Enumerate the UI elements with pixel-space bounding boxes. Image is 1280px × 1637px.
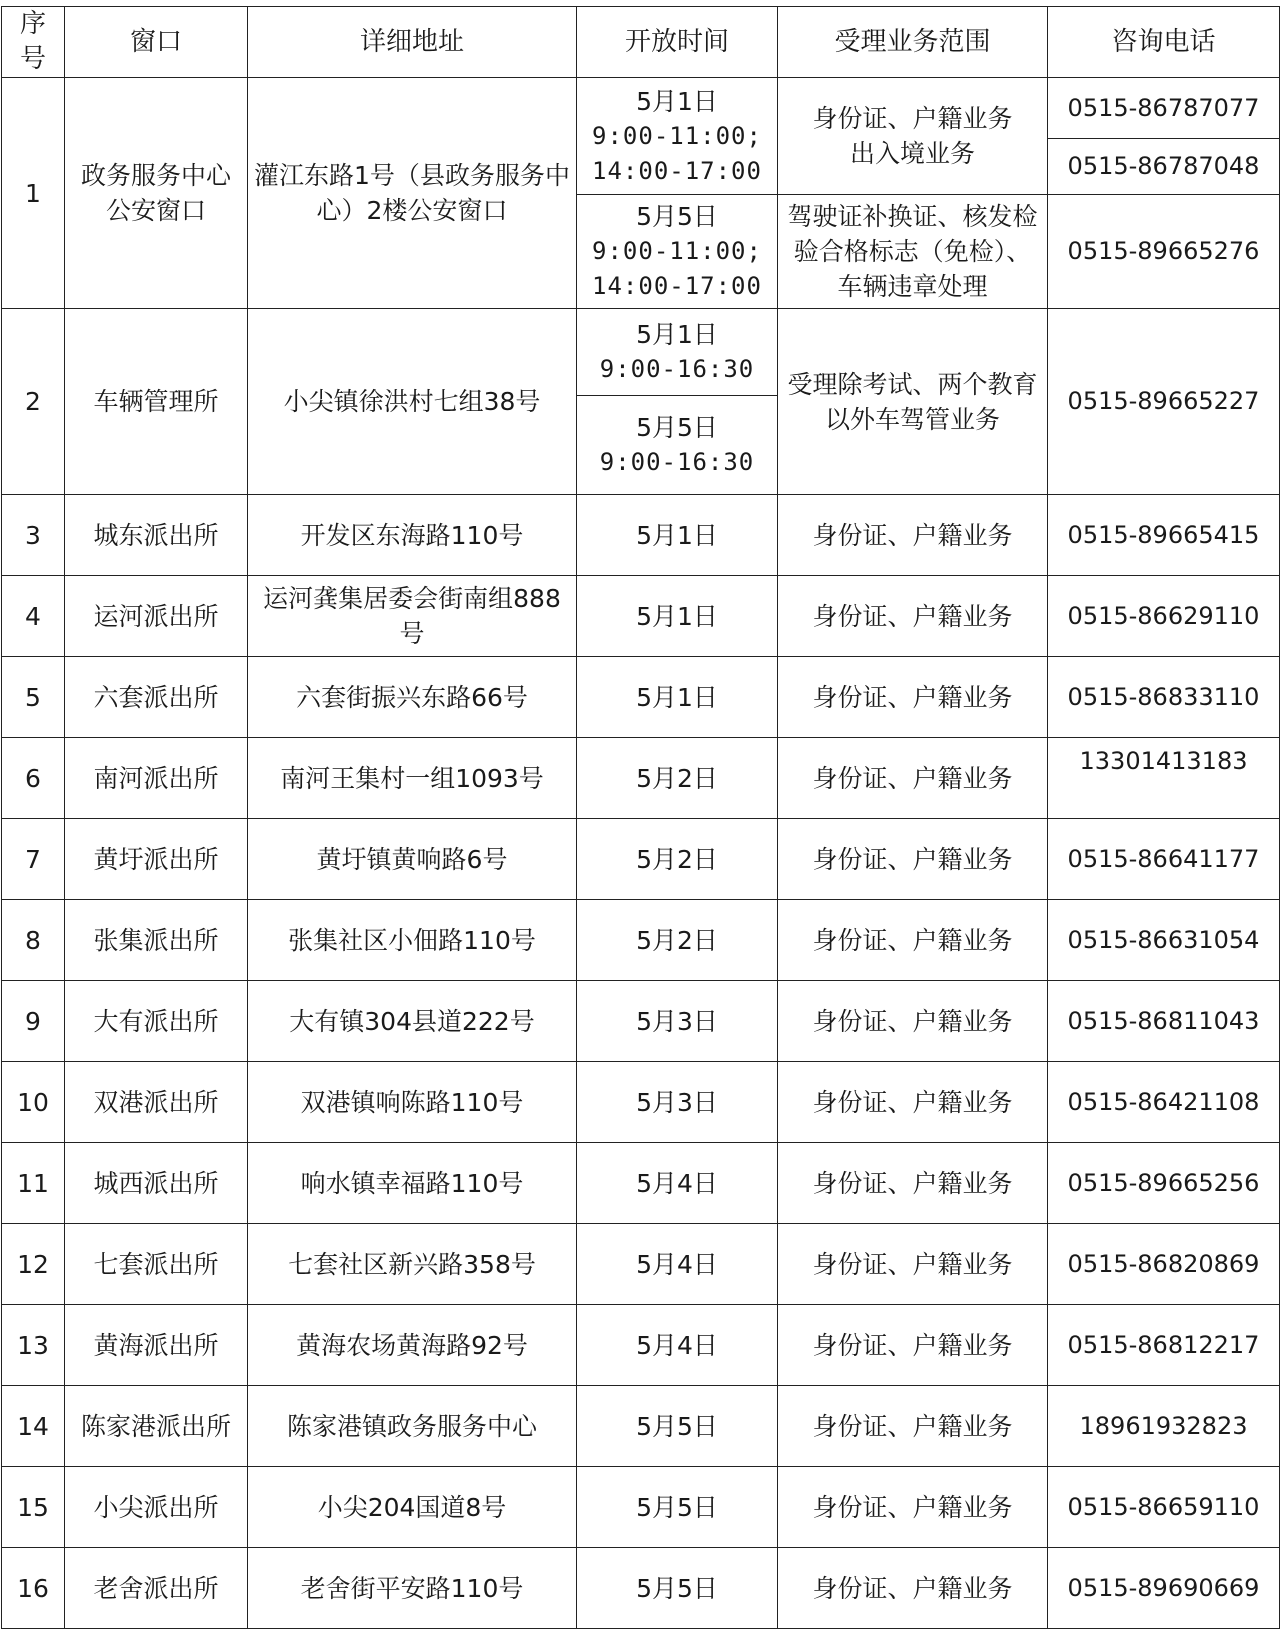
- row-hours: 5月4日: [577, 1305, 778, 1386]
- row-scope: 身份证、户籍业务: [778, 657, 1048, 738]
- row-hours: [577, 309, 778, 396]
- row-scope: 身份证、户籍业务: [778, 1224, 1048, 1305]
- row-address: 大有镇304县道222号: [248, 981, 577, 1062]
- table-row: [2, 1062, 1280, 1143]
- hours-time: 9:00-11:00;: [592, 237, 762, 265]
- row-phone: 0515-86787048: [1048, 139, 1280, 195]
- row-window: 政务服务中心公安窗口: [65, 78, 248, 309]
- row-scope: 身份证、户籍业务: [778, 819, 1048, 900]
- row-index: 10: [2, 1062, 65, 1143]
- row-address: 南河王集村一组1093号: [248, 738, 577, 819]
- row-phone: 18961932823: [1048, 1386, 1280, 1467]
- row-index: 2: [2, 309, 65, 495]
- table-row: [2, 1224, 1280, 1305]
- row-scope: 身份证、户籍业务: [778, 1143, 1048, 1224]
- table-row: [2, 309, 1280, 396]
- hours-date: 5月1日: [636, 320, 718, 349]
- row-index: 15: [2, 1467, 65, 1548]
- table-row: [2, 657, 1280, 738]
- row-phone: 0515-89690669: [1048, 1548, 1280, 1629]
- hours-date: 5月5日: [636, 202, 718, 231]
- row-address: 六套街振兴东路66号: [248, 657, 577, 738]
- hours-time: 9:00-16:30: [599, 448, 755, 476]
- table-row: [2, 900, 1280, 981]
- row-phone: 0515-86787077: [1048, 78, 1280, 139]
- row-index: 11: [2, 1143, 65, 1224]
- row-index: 12: [2, 1224, 65, 1305]
- row-scope: 身份证、户籍业务: [778, 576, 1048, 657]
- table-row: [2, 1548, 1280, 1629]
- row-address: 七套社区新兴路358号: [248, 1224, 577, 1305]
- row-hours: 5月2日: [577, 738, 778, 819]
- row-phone: 0515-86421108: [1048, 1062, 1280, 1143]
- row-scope: 受理除考试、两个教育以外车驾管业务: [778, 309, 1048, 495]
- row-phone: 0515-86811043: [1048, 981, 1280, 1062]
- header-index: 序号: [2, 7, 65, 78]
- row-window: 小尖派出所: [65, 1467, 248, 1548]
- row-address: 老舍街平安路110号: [248, 1548, 577, 1629]
- row-index: 8: [2, 900, 65, 981]
- row-window: 南河派出所: [65, 738, 248, 819]
- scope-line: 出入境业务: [849, 139, 975, 168]
- row-scope: [778, 78, 1048, 195]
- row-scope: 身份证、户籍业务: [778, 1305, 1048, 1386]
- table-row: [2, 1143, 1280, 1224]
- row-index: 14: [2, 1386, 65, 1467]
- row-hours: 5月1日: [577, 657, 778, 738]
- table-row: [2, 981, 1280, 1062]
- row-hours: [577, 396, 778, 495]
- row-index: 3: [2, 495, 65, 576]
- table-row: [2, 495, 1280, 576]
- hours-time: 9:00-11:00;: [592, 121, 762, 150]
- table-row: [2, 576, 1280, 657]
- row-window: 双港派出所: [65, 1062, 248, 1143]
- table-row: [2, 738, 1280, 819]
- row-index: 6: [2, 738, 65, 819]
- row-window: 陈家港派出所: [65, 1386, 248, 1467]
- table-row: [2, 819, 1280, 900]
- row-address: 响水镇幸福路110号: [248, 1143, 577, 1224]
- table-row: [2, 78, 1280, 139]
- row-index: 1: [2, 78, 65, 309]
- row-scope: 身份证、户籍业务: [778, 1062, 1048, 1143]
- hours-time: 9:00-16:30: [599, 355, 755, 383]
- row-scope: 身份证、户籍业务: [778, 495, 1048, 576]
- row-hours: 5月5日: [577, 1548, 778, 1629]
- table-row: [2, 1386, 1280, 1467]
- header-address: 详细地址: [248, 7, 577, 78]
- row-window: 六套派出所: [65, 657, 248, 738]
- row-phone: 0515-89665256: [1048, 1143, 1280, 1224]
- row-index: 16: [2, 1548, 65, 1629]
- scope-line: 身份证、户籍业务: [812, 104, 1013, 133]
- row-hours: 5月2日: [577, 900, 778, 981]
- row-phone: 13301413183: [1048, 738, 1280, 819]
- row-window: 张集派出所: [65, 900, 248, 981]
- row-hours: 5月4日: [577, 1143, 778, 1224]
- row-scope: 身份证、户籍业务: [778, 738, 1048, 819]
- header-phone: 咨询电话: [1048, 7, 1280, 78]
- row-hours: 5月1日: [577, 576, 778, 657]
- hours-time: 14:00-17:00: [592, 272, 762, 300]
- row-index: 4: [2, 576, 65, 657]
- row-address: 双港镇响陈路110号: [248, 1062, 577, 1143]
- row-phone: 0515-86833110: [1048, 657, 1280, 738]
- header-window: 窗口: [65, 7, 248, 78]
- hours-time: 14:00-17:00: [592, 156, 762, 185]
- hours-date: 5月1日: [636, 86, 718, 116]
- row-address: 黄圩镇黄响路6号: [248, 819, 577, 900]
- row-address: 张集社区小佃路110号: [248, 900, 577, 981]
- row-address: 黄海农场黄海路92号: [248, 1305, 577, 1386]
- header-hours: 开放时间: [577, 7, 778, 78]
- row-address: 小尖204国道8号: [248, 1467, 577, 1548]
- row-phone: 0515-86641177: [1048, 819, 1280, 900]
- row-index: 7: [2, 819, 65, 900]
- row-window: 老舍派出所: [65, 1548, 248, 1629]
- row-window: 车辆管理所: [65, 309, 248, 495]
- row-phone: 0515-86631054: [1048, 900, 1280, 981]
- row-phone: 0515-86820869: [1048, 1224, 1280, 1305]
- row-window: 黄海派出所: [65, 1305, 248, 1386]
- row-hours: [577, 195, 778, 309]
- row-phone: 0515-86629110: [1048, 576, 1280, 657]
- row-window: 大有派出所: [65, 981, 248, 1062]
- row-window: 黄圩派出所: [65, 819, 248, 900]
- row-window: 城东派出所: [65, 495, 248, 576]
- row-index: 5: [2, 657, 65, 738]
- row-phone: 0515-86812217: [1048, 1305, 1280, 1386]
- row-hours: [577, 78, 778, 195]
- row-hours: 5月4日: [577, 1224, 778, 1305]
- row-address: 开发区东海路110号: [248, 495, 577, 576]
- row-window: 运河派出所: [65, 576, 248, 657]
- row-phone: 0515-89665227: [1048, 309, 1280, 495]
- table-row: [2, 1305, 1280, 1386]
- row-scope: 身份证、户籍业务: [778, 1386, 1048, 1467]
- row-scope: 身份证、户籍业务: [778, 1548, 1048, 1629]
- row-window: 城西派出所: [65, 1143, 248, 1224]
- hours-date: 5月5日: [636, 413, 718, 442]
- row-hours: 5月3日: [577, 1062, 778, 1143]
- row-scope: 身份证、户籍业务: [778, 1467, 1048, 1548]
- header-scope: 受理业务范围: [778, 7, 1048, 78]
- row-phone: 0515-86659110: [1048, 1467, 1280, 1548]
- table-row: [2, 1467, 1280, 1548]
- row-hours: 5月2日: [577, 819, 778, 900]
- row-hours: 5月1日: [577, 495, 778, 576]
- row-scope: 身份证、户籍业务: [778, 981, 1048, 1062]
- row-address: 小尖镇徐洪村七组38号: [248, 309, 577, 495]
- row-address: 陈家港镇政务服务中心: [248, 1386, 577, 1467]
- row-phone: 0515-89665276: [1048, 195, 1280, 309]
- service-schedule-table: [1, 6, 1280, 1629]
- row-scope: 身份证、户籍业务: [778, 900, 1048, 981]
- row-address: 灌江东路1号（县政务服务中心）2楼公安窗口: [248, 78, 577, 309]
- row-hours: 5月3日: [577, 981, 778, 1062]
- row-address: 运河龚集居委会街南组888号: [248, 576, 577, 657]
- row-window: 七套派出所: [65, 1224, 248, 1305]
- row-index: 9: [2, 981, 65, 1062]
- row-scope: 驾驶证补换证、核发检验合格标志（免检）、车辆违章处理: [778, 195, 1048, 309]
- row-hours: 5月5日: [577, 1467, 778, 1548]
- row-phone: 0515-89665415: [1048, 495, 1280, 576]
- row-index: 13: [2, 1305, 65, 1386]
- row-hours: 5月5日: [577, 1386, 778, 1467]
- header-row: [2, 7, 1280, 78]
